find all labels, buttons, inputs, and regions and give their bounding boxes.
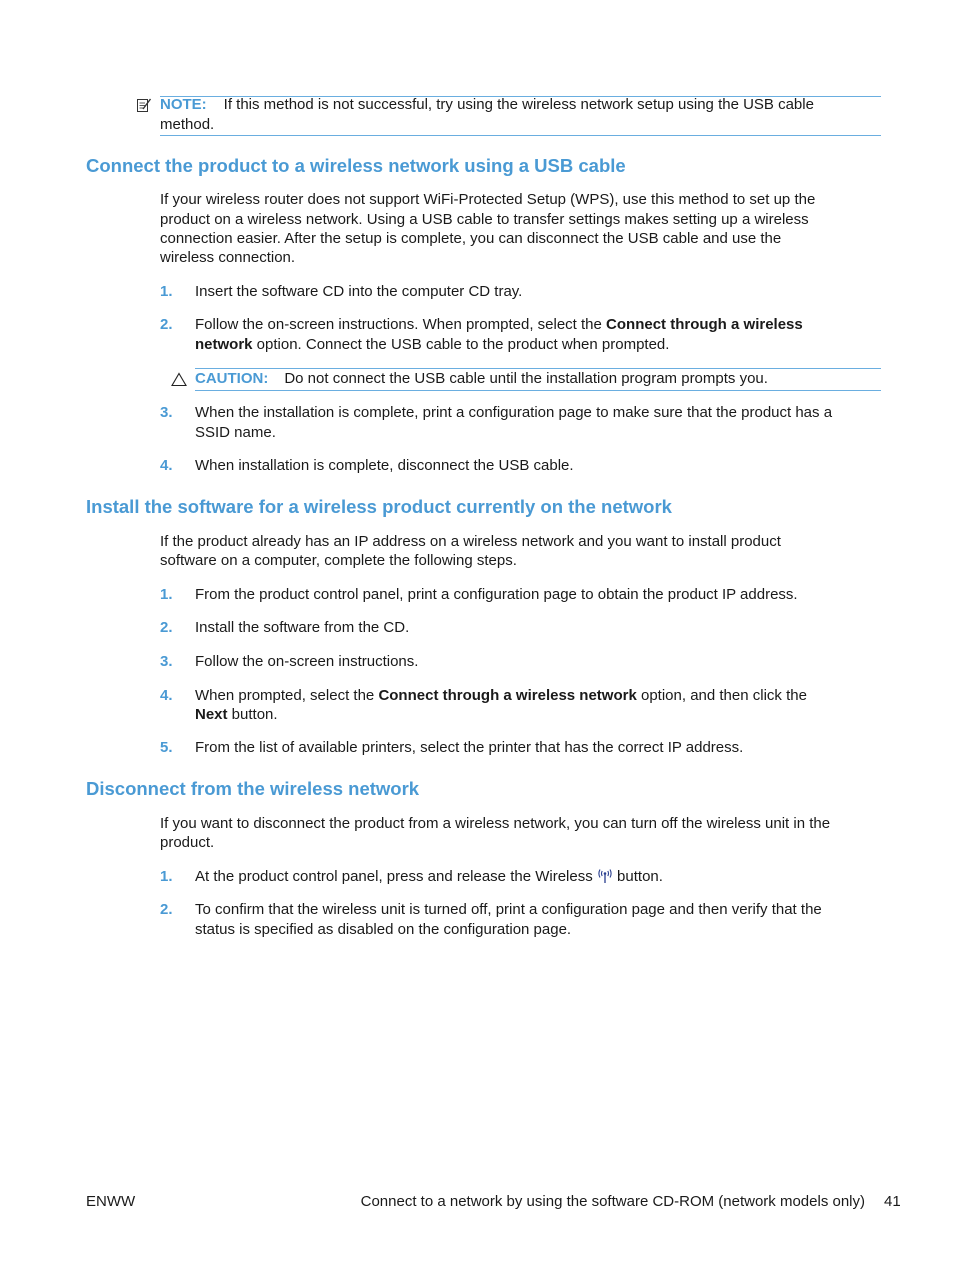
section1-heading: Connect the product to a wireless network using a USB cable: [86, 155, 626, 176]
note-line1: [160, 95, 814, 115]
s2-step3-number: 3.: [160, 653, 173, 670]
s1-step2-post: option. Connect the USB cable to the product when prompted.: [252, 336, 670, 353]
s1-step2-line2: [195, 335, 669, 355]
section1-intro-line1: If your wireless router does not support WiFi-Protected Setup (WPS), use this method to set up the: [160, 191, 816, 208]
s3-step1-post: button.: [612, 868, 663, 885]
section2-heading: Install the software for a wireless product currently on the network: [86, 496, 672, 517]
s2-step2-number: 2.: [160, 619, 173, 636]
section3-intro-line2: product.: [160, 834, 215, 851]
s3-step2-line2: status is specified as disabled on the configuration page.: [195, 921, 572, 938]
note-bottom-rule: [160, 135, 881, 136]
s1-step2-bold1: Connect through a wireless: [606, 316, 803, 333]
s2-step4-bold: Connect through a wireless network: [378, 687, 637, 704]
s2-step5-number: 5.: [160, 739, 173, 756]
section1-intro-line4: wireless connection.: [160, 249, 296, 266]
s2-step4-post: option, and then click the: [636, 687, 807, 704]
s1-step3-line1: When the installation is complete, print a configuration page to make sure that the product has a: [195, 404, 833, 421]
section2-intro-line1: If the product already has an IP address on a wireless network and you want to install product: [160, 533, 781, 550]
s2-step1-text: From the product control panel, print a configuration page to obtain the product IP address.: [195, 586, 798, 603]
s2-step4-number: 4.: [160, 687, 173, 704]
wireless-icon: [597, 868, 613, 884]
s1-step3-line2: SSID name.: [195, 424, 276, 441]
caution-label: CAUTION:: [195, 370, 269, 387]
s1-step2-pre: Follow the on-screen instructions. When prompted, select the: [195, 316, 607, 333]
caution-line: [195, 369, 768, 389]
s2-step4-post2: button.: [227, 706, 278, 723]
caution-icon: [171, 372, 187, 387]
s3-step2-number: 2.: [160, 901, 173, 918]
section2-intro-line2: software on a computer, complete the following steps.: [160, 552, 517, 569]
s1-step1-number: 1.: [160, 283, 173, 300]
s1-step2-line1: [195, 315, 803, 335]
s2-step3-text: Follow the on-screen instructions.: [195, 653, 419, 670]
s2-step1-number: 1.: [160, 586, 173, 603]
s2-step2-text: Install the software from the CD.: [195, 619, 410, 636]
s1-step4-text: When installation is complete, disconnect the USB cable.: [195, 457, 574, 474]
note-icon: [136, 97, 152, 113]
footer-left: ENWW: [86, 1193, 136, 1210]
footer-title: Connect to a network by using the software CD-ROM (network models only): [360, 1193, 865, 1210]
s3-step1-pre: At the product control panel, press and release the Wireless: [195, 868, 597, 885]
caution-bottom-rule: [195, 390, 881, 391]
section3-heading: Disconnect from the wireless network: [86, 778, 420, 799]
s3-step2-line1: To confirm that the wireless unit is turned off, print a configuration page and then verify that the: [195, 901, 822, 918]
s1-step2-bold2: network: [195, 336, 253, 353]
s1-step1-text: Insert the software CD into the computer CD tray.: [195, 283, 523, 300]
section3-intro-line1: If you want to disconnect the product from a wireless network, you can turn off the wireless unit in the: [160, 815, 831, 832]
s2-step4-line2: [195, 705, 278, 725]
s2-step5-text: From the list of available printers, select the printer that has the correct IP address.: [195, 739, 744, 756]
note-label: NOTE:: [160, 96, 207, 113]
s1-step4-number: 4.: [160, 457, 173, 474]
page-number: 41: [884, 1193, 901, 1210]
s1-step2-number: 2.: [160, 316, 173, 333]
s1-step3-number: 3.: [160, 404, 173, 421]
note-text-line2: method.: [160, 116, 215, 133]
section1-intro-line3: connection easier. After the setup is complete, you can disconnect the USB cable and use the: [160, 230, 782, 247]
s2-step4-pre: When prompted, select the: [195, 687, 379, 704]
note-text-line1: If this method is not successful, try using the wireless network setup using the USB cable: [223, 96, 814, 113]
section1-intro-line2: product on a wireless network. Using a USB cable to transfer settings makes setting up a wireless: [160, 211, 809, 228]
caution-text: Do not connect the USB cable until the installation program prompts you.: [284, 370, 768, 387]
s3-step1-line: [195, 867, 663, 887]
s3-step1-number: 1.: [160, 868, 173, 885]
s2-step4-line1: [195, 686, 807, 706]
s2-step4-bold2: Next: [195, 706, 228, 723]
